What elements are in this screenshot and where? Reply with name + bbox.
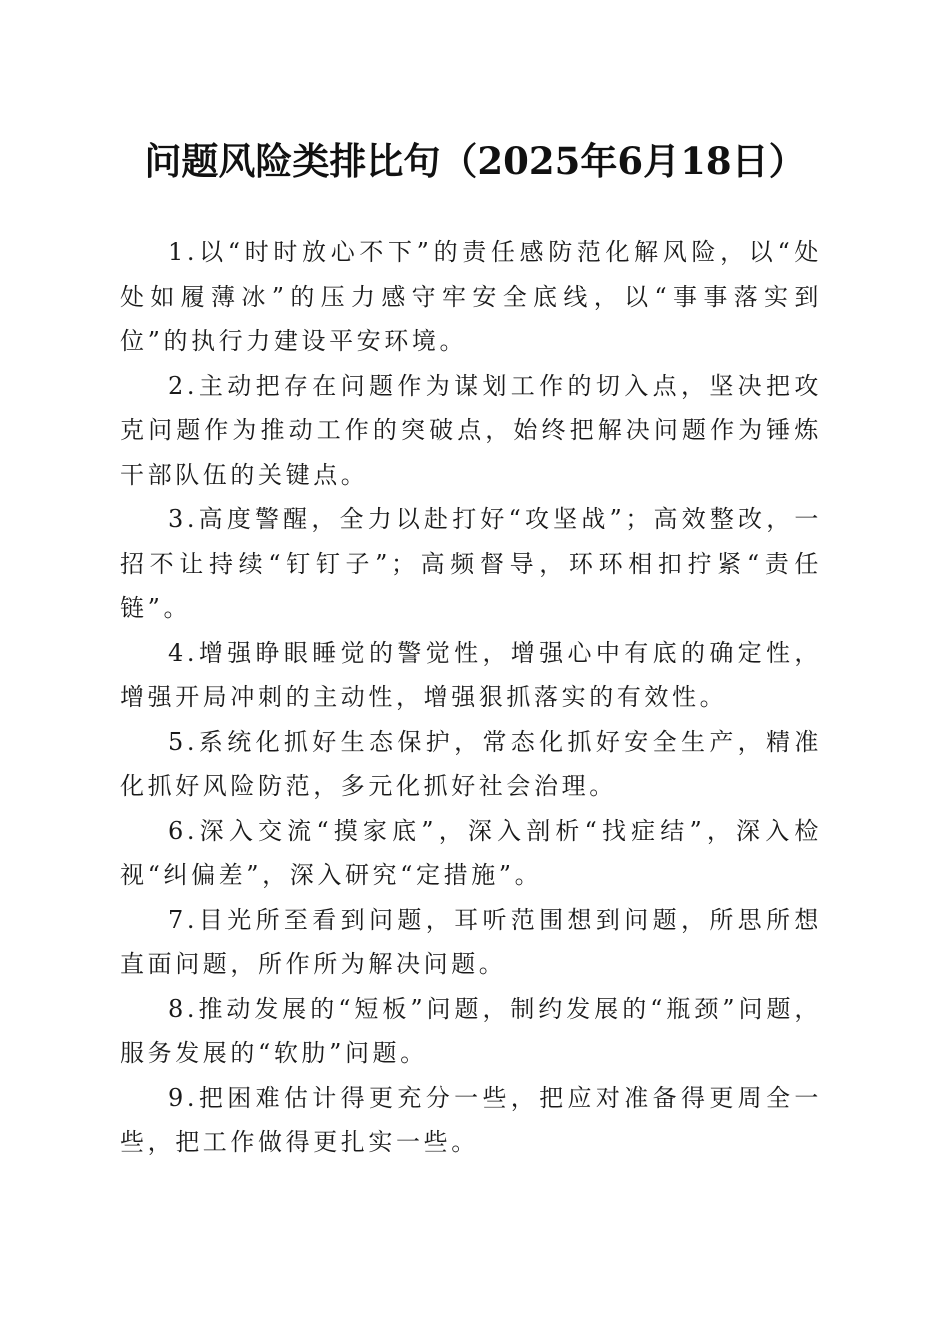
document-body xyxy=(120,230,822,1165)
paragraph-7: 7.目光所至看到问题，耳听范围想到问题，所思所想直面问题，所作所为解决问题。 xyxy=(120,905,822,978)
paragraph-2: 2.主动把存在问题作为谋划工作的切入点，坚决把攻克问题作为推动工作的突破点，始终把解决问题作为锤炼干部队伍的关键点。 xyxy=(120,371,822,489)
paragraph-9: 9.把困难估计得更充分一些，把应对准备得更周全一些，把工作做得更扎实一些。 xyxy=(120,1083,822,1156)
paragraph-3: 3.高度警醒，全力以赴打好“攻坚战”；高效整改，一招不让持续“钉钉子”；高频督导，环环相扣拧紧“责任链”。 xyxy=(120,505,822,622)
document-title: 问题风险类排比句（2025年6月18日） xyxy=(144,139,806,183)
paragraph-8: 8.推动发展的“短板”问题，制约发展的“瓶颈”问题，服务发展的“软肋”问题。 xyxy=(120,994,822,1067)
paragraph-1: 1.以“时时放心不下”的责任感防范化解风险，以“处处如履薄冰”的压力感守牢安全底线，以“事事落实到位”的执行力建设平安环境。 xyxy=(120,238,822,355)
paragraph-6: 6.深入交流“摸家底”，深入剖析“找症结”，深入检视“纠偏差”，深入研究“定措施”。 xyxy=(120,816,822,889)
paragraph-5: 5.系统化抓好生态保护，常态化抓好安全生产，精准化抓好风险防范，多元化抓好社会治理。 xyxy=(120,727,822,800)
paragraph-4: 4.增强睁眼睡觉的警觉性，增强心中有底的确定性，增强开局冲刺的主动性，增强狠抓落实的有效性。 xyxy=(120,638,822,711)
